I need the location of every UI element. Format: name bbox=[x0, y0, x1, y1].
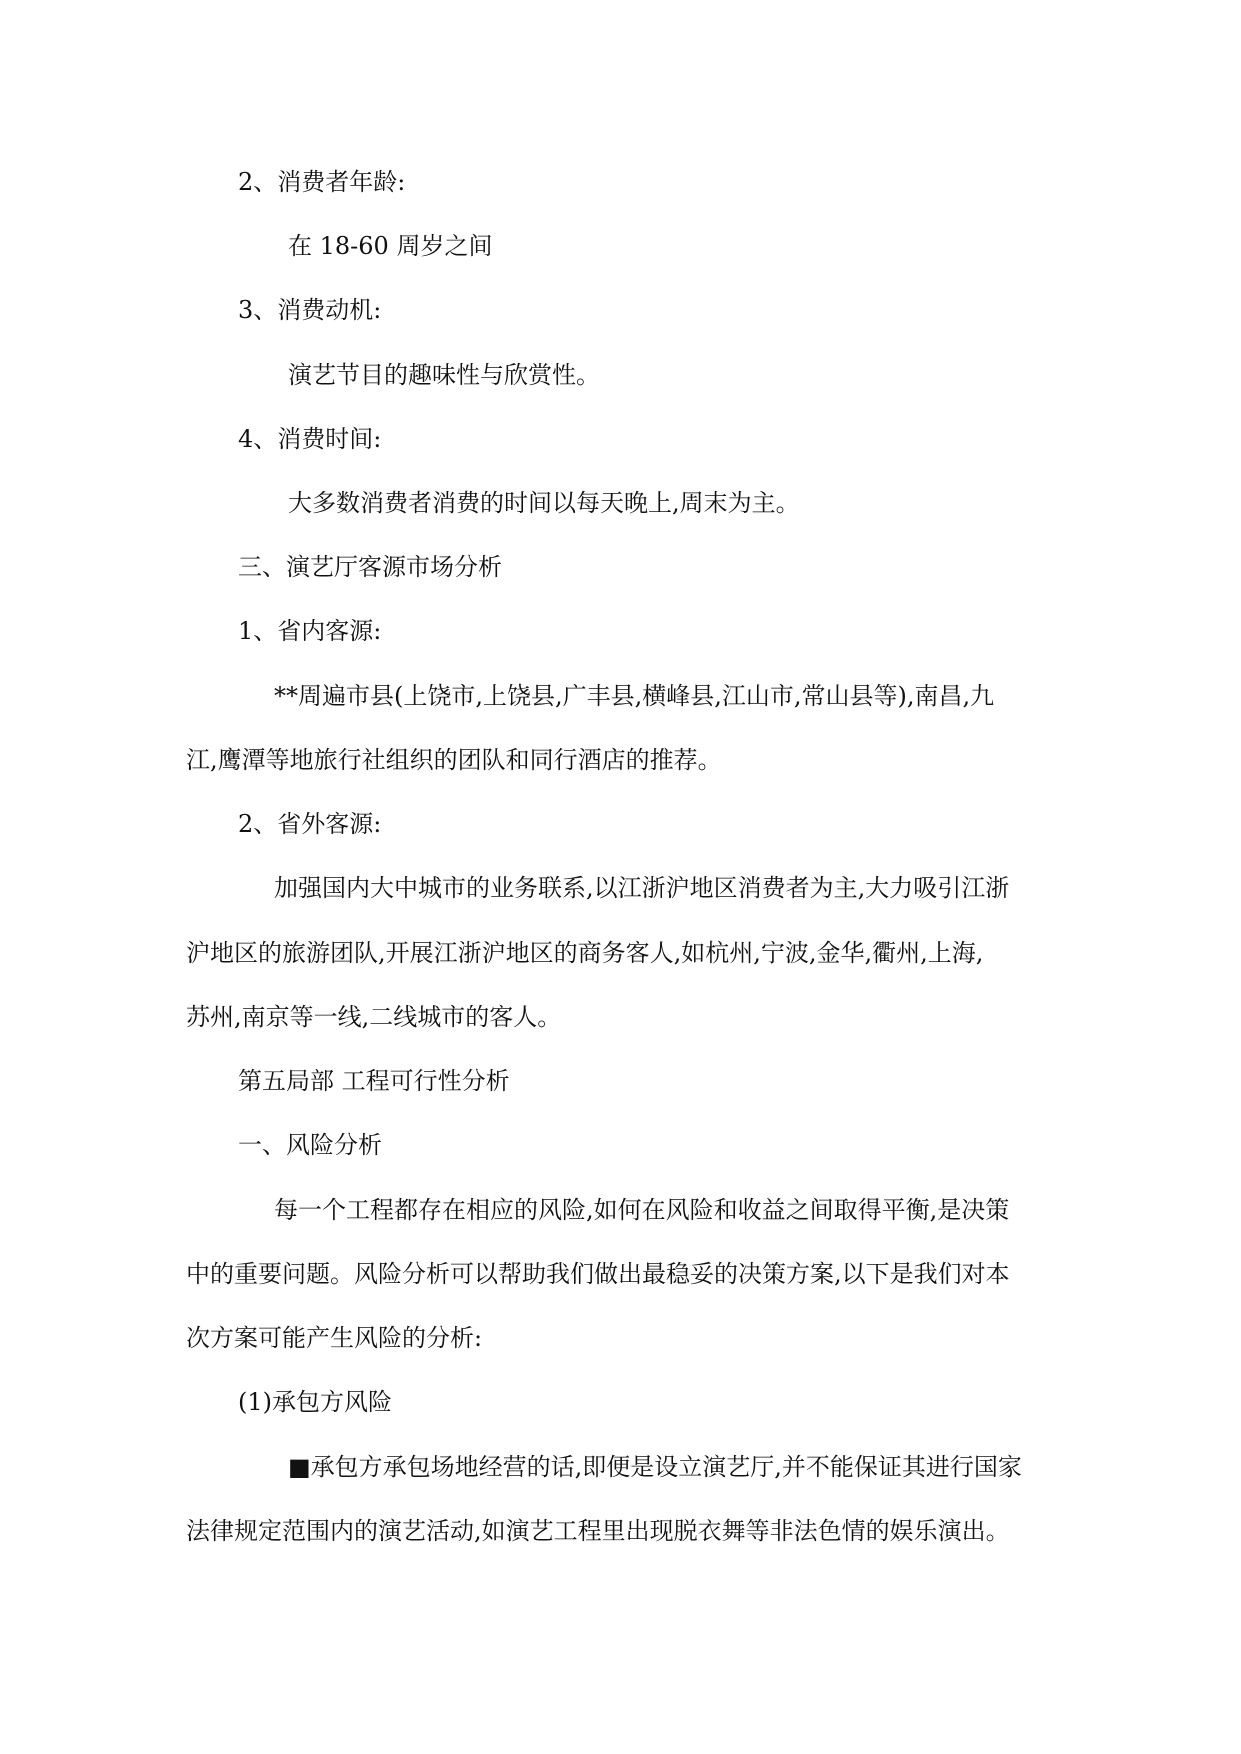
text-time: 大多数消费者消费的时间以每天晚上,周末为主。 bbox=[288, 489, 800, 517]
paragraph-risk-line-1: 每一个工程都存在相应的风险,如何在风险和收益之间取得平衡,是决策 bbox=[274, 1196, 1010, 1224]
paragraph-domestic-line-1: **周遍市县(上饶市,上饶县,广丰县,横峰县,江山市,常山县等),南昌,九 bbox=[274, 682, 995, 710]
heading-domestic-source: 1、省内客源: bbox=[238, 617, 382, 645]
text-age-range: 在 18-60 周岁之间 bbox=[288, 232, 493, 260]
bullet-contractor-line-2: 法律规定范围内的演艺活动,如演艺工程里出现脱衣舞等非法色情的娱乐演出。 bbox=[186, 1517, 1010, 1545]
part-heading-feasibility: 第五局部 工程可行性分析 bbox=[238, 1067, 510, 1095]
paragraph-outside-line-1: 加强国内大中城市的业务联系,以江浙沪地区消费者为主,大力吸引江浙 bbox=[274, 874, 1010, 902]
paragraph-outside-line-2: 沪地区的旅游团队,开展江浙沪地区的商务客人,如杭州,宁波,金华,衢州,上海, bbox=[186, 939, 984, 967]
heading-contractor-risk: (1)承包方风险 bbox=[238, 1388, 392, 1416]
section-heading-market: 三、演艺厅客源市场分析 bbox=[238, 553, 502, 581]
heading-consumer-time: 4、消费时间: bbox=[238, 425, 382, 453]
paragraph-risk-line-3: 次方案可能产生风险的分析: bbox=[186, 1324, 483, 1352]
paragraph-outside-line-3: 苏州,南京等一线,二线城市的客人。 bbox=[186, 1003, 562, 1031]
heading-consumer-motive: 3、消费动机: bbox=[238, 296, 382, 324]
paragraph-risk-line-2: 中的重要问题。风险分析可以帮助我们做出最稳妥的决策方案,以下是我们对本 bbox=[186, 1260, 1010, 1288]
bullet-contractor-line-1: ■承包方承包场地经营的话,即便是设立演艺厅,并不能保证其进行国家 bbox=[288, 1453, 1022, 1481]
section-heading-risk: 一、风险分析 bbox=[238, 1131, 382, 1159]
text-motive: 演艺节目的趣味性与欣赏性。 bbox=[288, 361, 600, 389]
heading-outside-source: 2、省外客源: bbox=[238, 810, 382, 838]
heading-consumer-age: 2、消费者年龄: bbox=[238, 168, 406, 196]
paragraph-domestic-line-2: 江,鹰潭等地旅行社组织的团队和同行酒店的推荐。 bbox=[186, 746, 722, 774]
